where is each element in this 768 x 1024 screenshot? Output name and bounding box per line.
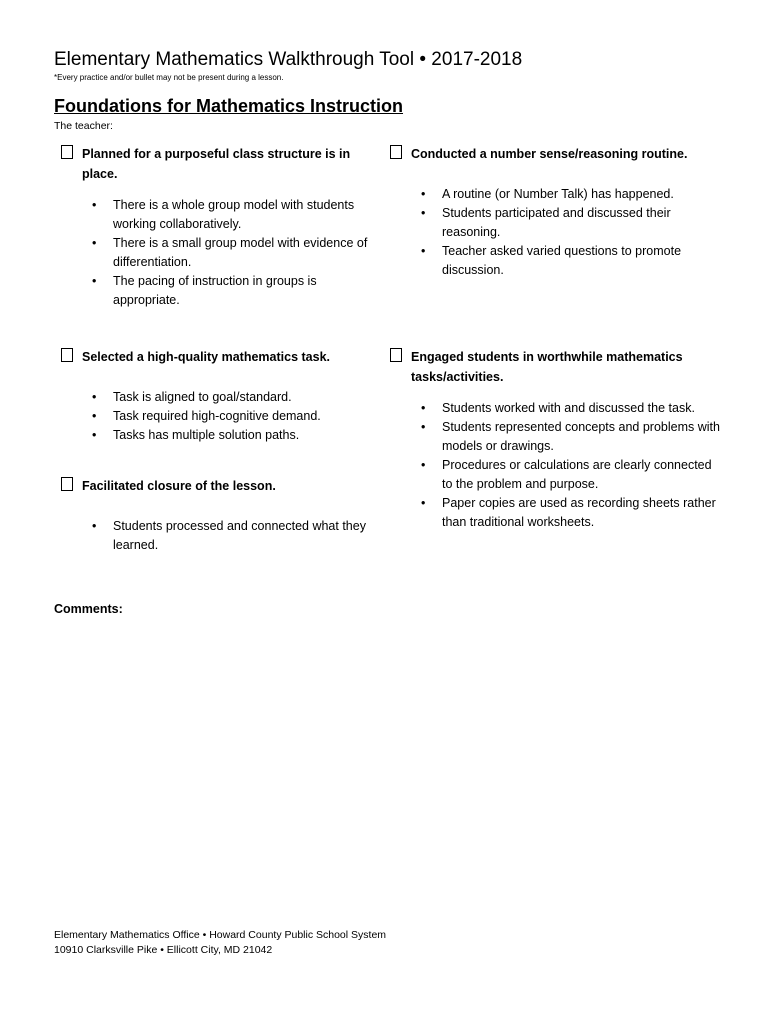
practice-closure-title: Facilitated closure of the lesson. [82,479,276,493]
list-item: • Teacher asked varied questions to promote discussion. [421,244,682,277]
practice-structure-title: Planned for a purposeful class structure is in place. [82,147,351,181]
practice-closure-header [61,476,381,496]
bullet-icon: • [92,409,97,423]
list-item: • Students worked with and discussed the task. [390,399,720,418]
list-item: • Students represented concepts and problems with models or drawings. [421,420,720,453]
bullet-icon: • [92,236,97,250]
practice-engaged-header [390,347,720,387]
list-item: • Paper copies are used as recording sheets rather than traditional worksheets. [421,496,716,529]
practice-routine-header [390,144,720,164]
list-item: • Task is aligned to goal/standard. [61,388,381,407]
practice-closure [61,476,381,555]
practice-task-header [61,347,381,367]
comments-label: Comments: [54,602,123,616]
section-heading: Foundations for Mathematics Instruction [54,96,404,116]
bullet-icon: • [421,206,426,220]
list-item: • The pacing of instruction in groups is appropriate. [92,274,317,307]
practice-closure-checkbox[interactable] [61,477,73,491]
footer-address: 10910 Clarksville Pike • Ellicott City, MD 21042 [54,944,273,956]
footer [54,928,386,958]
practice-structure-checkbox[interactable] [61,145,73,159]
practice-task [61,347,381,445]
practice-routine-bullets [390,185,720,280]
list-item: • There is a whole group model with students working collaboratively. [92,198,355,231]
list-item: • There is a small group model with evidence of differentiation. [92,236,368,269]
list-item: • Procedures or calculations are clearly connected to the problem and purpose. [421,458,712,491]
practice-task-checkbox[interactable] [61,348,73,362]
practice-routine [390,144,720,280]
section-lead: The teacher: [54,120,113,132]
bullet-icon: • [421,401,426,415]
bullet-icon: • [421,458,426,472]
page-title: Elementary Mathematics Walkthrough Tool • 2017-2018 [54,49,523,70]
footer-office: Elementary Mathematics Office • Howard County Public School System [54,929,387,941]
bullet-icon: • [92,390,97,404]
list-item: • Tasks has multiple solution paths. [61,426,381,445]
bullet-icon: • [421,496,426,510]
bullet-icon: • [421,420,426,434]
practice-engaged-checkbox[interactable] [390,348,402,362]
practice-structure-header [61,144,381,184]
presence-note: *Every practice and/or bullet may not be present during a lesson. [54,73,284,82]
bullet-icon: • [92,428,97,442]
practice-engaged-bullets [390,399,720,532]
bullet-icon: • [92,274,97,288]
bullet-icon: • [421,187,426,201]
bullet-icon: • [92,519,97,533]
practice-engaged [390,347,720,532]
bullet-icon: • [421,244,426,258]
practice-structure [61,144,381,310]
practice-task-bullets [61,388,381,445]
practice-closure-bullets [61,517,381,555]
list-item: • Students processed and connected what they learned. [92,519,366,552]
practice-engaged-title: Engaged students in worthwhile mathematics tasks/activities. [411,350,683,384]
list-item: • Task required high-cognitive demand. [61,407,381,426]
bullet-icon: • [92,198,97,212]
list-item: • Students participated and discussed their reasoning. [421,206,671,239]
practice-routine-checkbox[interactable] [390,145,402,159]
list-item: • A routine (or Number Talk) has happened. [390,185,720,204]
practice-task-title: Selected a high-quality mathematics task. [82,350,330,364]
practice-routine-title: Conducted a number sense/reasoning routine. [411,147,688,161]
practice-structure-bullets [61,196,381,310]
